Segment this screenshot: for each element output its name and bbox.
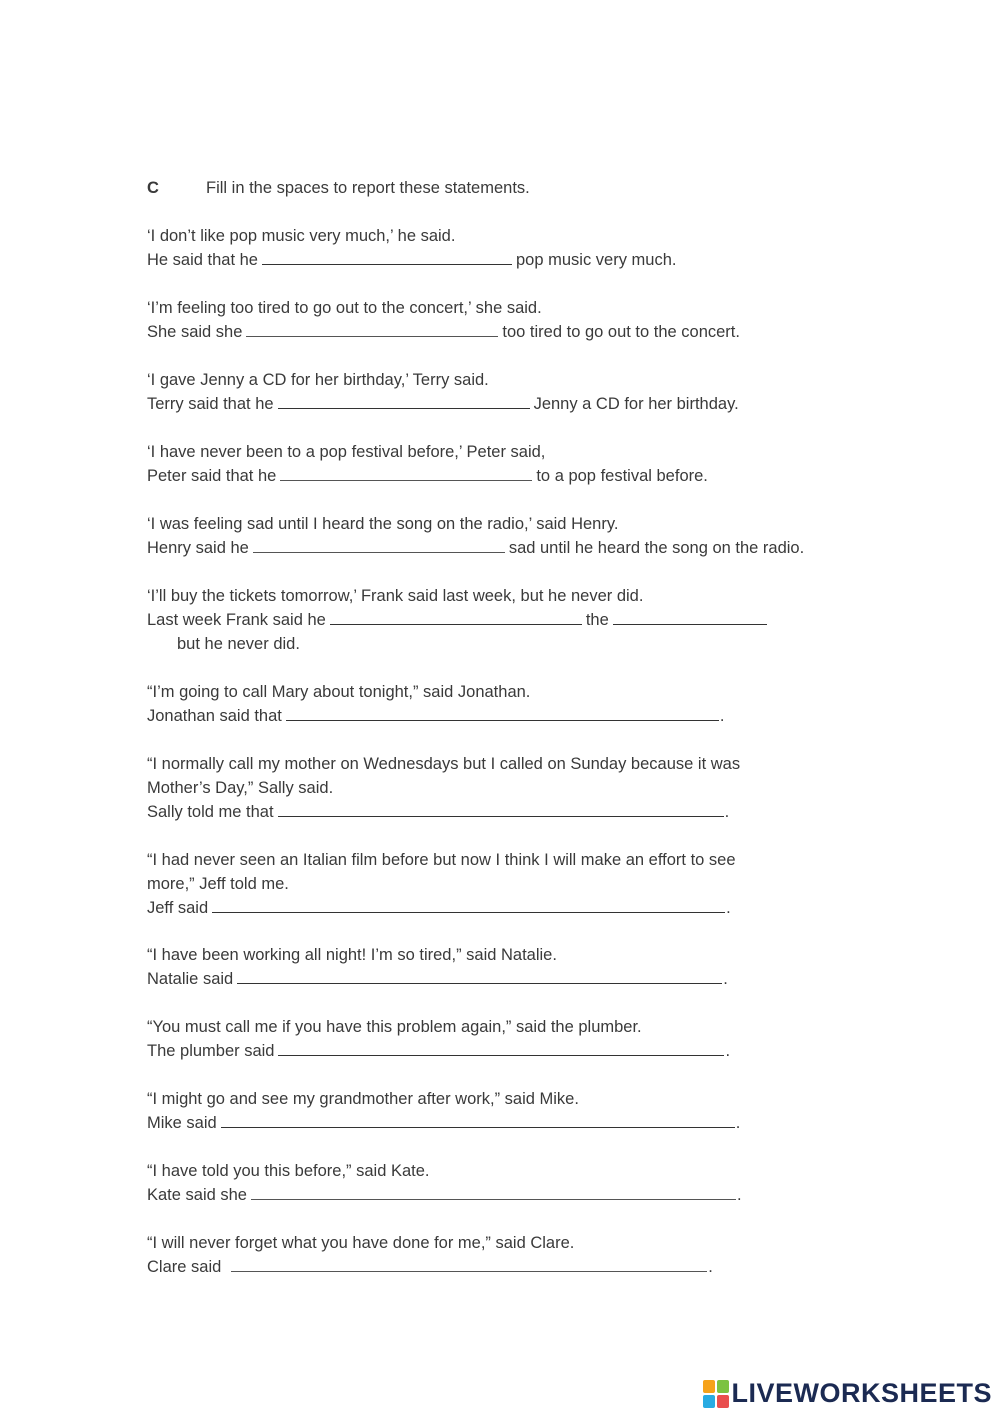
answer-blank-10[interactable] — [237, 969, 722, 984]
prefix-3: Terry said that he — [147, 395, 274, 413]
prefix-14: Clare said — [147, 1258, 222, 1276]
answer-line-1 — [147, 249, 676, 271]
continuation-6: but he never did. — [177, 635, 300, 653]
answer-blank-5[interactable] — [253, 538, 505, 553]
prefix-7: Jonathan said that — [147, 707, 282, 725]
answer-line-9 — [147, 897, 731, 919]
answer-line-6 — [147, 609, 771, 631]
suffix-14: . — [708, 1258, 713, 1276]
middle-6: the — [585, 611, 609, 629]
answer-blank-4[interactable] — [280, 466, 532, 481]
logo-text: LIVEWORKSHEETS — [731, 1378, 992, 1408]
suffix-9: . — [726, 899, 731, 917]
quote-14: “I will never forget what you have done for me,” said Clare. — [147, 1234, 575, 1252]
suffix-13: . — [736, 1186, 742, 1204]
suffix-1: pop music very much. — [516, 251, 677, 269]
prefix-4: Peter said that he — [147, 467, 277, 485]
answer-blank-12[interactable] — [221, 1113, 735, 1128]
quote-6: ‘I’ll buy the tickets tomorrow,’ Frank said last week, but he never did. — [147, 587, 644, 605]
prefix-12: Mike said — [147, 1114, 217, 1132]
answer-line-3 — [147, 393, 739, 415]
suffix-11: . — [725, 1042, 731, 1060]
answer-blank-8[interactable] — [278, 802, 724, 817]
suffix-10: . — [723, 970, 728, 988]
answer-line-2 — [147, 321, 740, 343]
quote-9-line1: “I had never seen an Italian film before but now I think I will make an effort to see — [147, 851, 736, 869]
answer-line-13 — [147, 1184, 742, 1206]
answer-line-10 — [147, 968, 728, 990]
quote-1: ‘I don’t like pop music very much,’ he said. — [147, 227, 456, 245]
prefix-11: The plumber said — [147, 1042, 275, 1060]
prefix-6: Last week Frank said he — [147, 611, 326, 629]
answer-blank-11[interactable] — [278, 1041, 724, 1056]
answer-blank-9[interactable] — [212, 898, 725, 913]
answer-blank-1[interactable] — [262, 250, 512, 265]
quote-5: ‘I was feeling sad until I heard the song on the radio,’ said Henry. — [147, 515, 619, 533]
answer-blank-13[interactable] — [251, 1185, 736, 1200]
prefix-1: He said that he — [147, 251, 258, 269]
liveworksheets-logo[interactable] — [703, 1378, 992, 1409]
suffix-7: . — [719, 707, 725, 725]
answer-blank-7[interactable] — [286, 706, 719, 721]
answer-line-11 — [147, 1040, 730, 1062]
answer-line-12 — [147, 1112, 740, 1134]
suffix-3: Jenny a CD for her birthday. — [533, 395, 739, 413]
suffix-4: to a pop festival before. — [536, 467, 708, 485]
liveworksheets-icon — [703, 1380, 729, 1408]
quote-11: “You must call me if you have this problem again,” said the plumber. — [147, 1018, 642, 1036]
quote-4: ‘I have never been to a pop festival before,’ Peter said, — [147, 443, 546, 461]
prefix-8: Sally told me that — [147, 803, 274, 821]
prefix-13: Kate said she — [147, 1186, 247, 1204]
answer-blank-6b[interactable] — [613, 610, 767, 625]
answer-line-14 — [147, 1256, 713, 1278]
prefix-10: Natalie said — [147, 970, 234, 988]
suffix-12: . — [735, 1114, 741, 1132]
quote-8-line1: “I normally call my mother on Wednesdays but I called on Sunday because it was — [147, 755, 741, 773]
quote-7: “I’m going to call Mary about tonight,” said Jonathan. — [147, 683, 531, 701]
answer-line-4 — [147, 465, 708, 487]
answer-line-7 — [147, 705, 724, 727]
answer-blank-14[interactable] — [231, 1257, 707, 1272]
suffix-2: too tired to go out to the concert. — [502, 323, 740, 341]
section-letter: C — [147, 179, 159, 197]
quote-10: “I have been working all night! I’m so tired,” said Natalie. — [147, 946, 557, 964]
quote-8-line2: Mother’s Day,” Sally said. — [147, 779, 334, 797]
answer-line-8 — [147, 801, 729, 823]
suffix-5: sad until he heard the song on the radio. — [508, 539, 805, 557]
quote-12: “I might go and see my grandmother after work,” said Mike. — [147, 1090, 579, 1108]
answer-blank-3[interactable] — [278, 394, 530, 409]
prefix-2: She said she — [147, 323, 243, 341]
quote-2: ‘I’m feeling too tired to go out to the concert,’ she said. — [147, 299, 542, 317]
quote-13: “I have told you this before,” said Kate. — [147, 1162, 430, 1180]
prefix-9: Jeff said — [147, 899, 209, 917]
quote-9-line2: more,” Jeff told me. — [147, 875, 289, 893]
answer-blank-6a[interactable] — [330, 610, 582, 625]
quote-3: ‘I gave Jenny a CD for her birthday,’ Terry said. — [147, 371, 489, 389]
answer-blank-2[interactable] — [246, 322, 498, 337]
answer-line-5 — [147, 537, 804, 559]
instruction: Fill in the spaces to report these statements. — [206, 179, 530, 197]
prefix-5: Henry said he — [147, 539, 249, 557]
suffix-8: . — [724, 803, 730, 821]
